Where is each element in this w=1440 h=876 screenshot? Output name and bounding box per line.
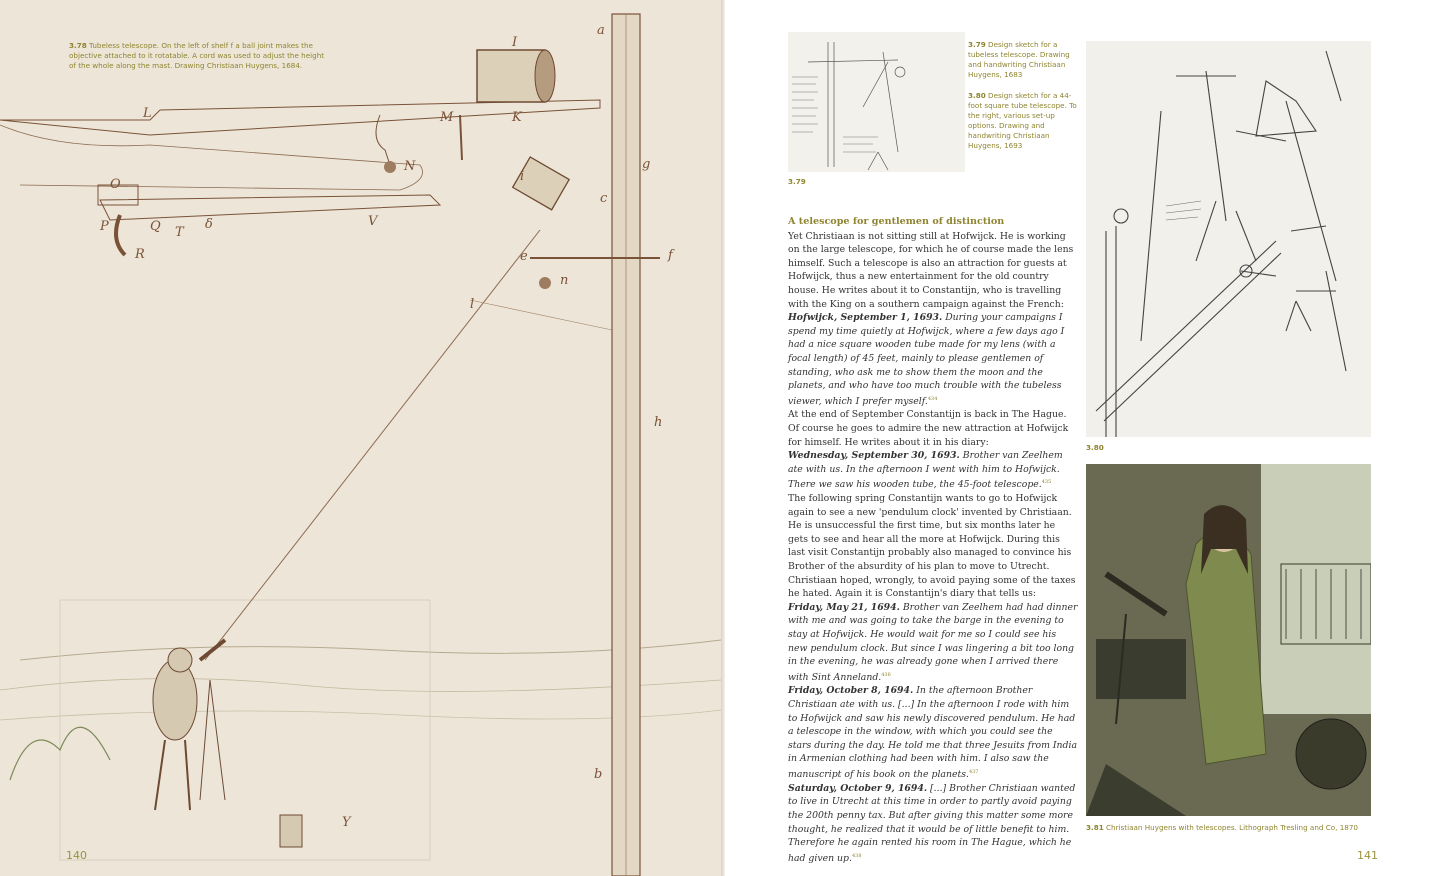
quote-date: Friday, October 8, 1694. [788, 685, 914, 697]
drawing-letter: T [175, 225, 184, 240]
paragraph: The following spring Constantijn wants to go to Hofwijck again to see a new 'pendulum clock' invented by Christiaan. He is unsuccessful the first time, but six months later he gets to see and hear all the more at Hofwijck. During this last visit Constantijn probably also managed to convince his Brother of the absurdity of his plan to move to Utrecht. Christiaan hoped, wrongly, to avoid paying some of the taxes he hated. Again it is Constantijn's diary that tells us: [788, 493, 1076, 600]
diary-quote-3 [788, 601, 1078, 685]
figure-caption-3-79 [968, 40, 1080, 80]
figure-caption-3-78 [69, 41, 327, 71]
diary-quote-1 [788, 311, 1078, 408]
design-sketch-3-79 [788, 32, 965, 172]
diary-quote-2 [788, 449, 1078, 492]
drawing-letter: f [668, 248, 673, 263]
paragraph: Yet Christiaan is not sitting still at Hofwijck. He is working on the large telescope, for which he of course made the lens himself. Such a telescope is also an attraction for guests at Hofwijck, thus a new entertainment for the old country house. He writes about it to Constantijn, who is travelling with the King on a southern campaign against the French: [788, 230, 1074, 310]
caption-text: Design sketch for a tubeless telescope. Drawing and handwriting Christiaan Huygens, 1683 [968, 40, 1070, 79]
drawing-letter: n [560, 273, 569, 288]
drawing-letter: P [100, 219, 109, 234]
caption-text: Tubeless telescope. On the left of shelf f a ball joint makes the objective attached to it rotatable. A cord was used to adjust the height of the whole along the mast. Drawing Christiaan Huygens, 1684. [69, 41, 325, 70]
diary-quote-4 [788, 684, 1078, 781]
drawing-letter: g [642, 157, 651, 172]
quote-date: Saturday, October 9, 1694. [788, 782, 928, 794]
footnote-marker: 436 [881, 671, 891, 678]
figure-label-3-79: 3.79 [788, 177, 806, 186]
quote-text: During your campaigns I spend my time quietly at Hofwijck, where a few days ago I had a nice square wooden tube made for my lens (with a focal length) of 45 feet, mainly to please gentlemen of standing, who ask me to show them the moon and the planets, and who have too much trouble with the tubeless viewer, which I prefer myself. [788, 312, 1065, 407]
quote-date: Hofwijck, September 1, 1693. [788, 312, 943, 324]
quote-text: Brother van Zeelhem ate with us. In the afternoon I went with him to Hofwijck. There we saw his wooden tube, the 45-foot telescope. [788, 450, 1063, 491]
drawing-letter: R [135, 247, 145, 262]
page-number-left: 140 [66, 849, 87, 862]
right-page [725, 0, 1440, 876]
drawing-letter: h [654, 415, 663, 430]
quote-date: Wednesday, September 30, 1693. [788, 450, 960, 462]
drawing-letter: Q [150, 219, 161, 234]
caption-text: Christiaan Huygens with telescopes. Lithograph Tresling and Co, 1870 [1106, 823, 1359, 832]
caption-text: Design sketch for a 44-foot square tube telescope. To the right, various set-up options. Drawing and handwriting Christiaan Huygens, 1693 [968, 91, 1077, 150]
drawing-letter: O [110, 177, 121, 192]
paragraph: At the end of September Constantijn is back in The Hague. Of course he goes to admire the new attraction at Hofwijck for himself. He writes about it in his diary: [788, 409, 1069, 448]
observer-figure [153, 640, 225, 810]
quote-text: [...] Brother Christiaan wanted to live in Utrecht at this time in order to partly avoid paying the 200th penny tax. But after giving this matter some more thought, he realized that it would be of little benefit to him. Therefore he again rented his room in The Hague, which he had given up. [788, 782, 1076, 864]
drawing-letter: K [512, 110, 522, 125]
figure-number: 3.80 [968, 91, 986, 100]
figure-number: 3.81 [1086, 823, 1104, 832]
drawing-letter: δ [205, 217, 213, 232]
drawing-letter: l [470, 297, 475, 312]
drawing-letter: L [143, 106, 152, 121]
footnote-marker: 435 [1041, 479, 1052, 486]
drawing-letter: c [600, 191, 608, 206]
drawing-letter: e [520, 249, 528, 264]
quote-text: Brother van Zeelhem had had dinner with me and was going to take the barge in the evening to stay at Hofwijck. He would wait for me so I could see his new pendulum clock. But since I was lingering a bit too long in the evening, he was already gone when I arrived there with Sint Anneland. [788, 601, 1078, 683]
figure-number: 3.78 [69, 41, 87, 50]
page-number-right: 141 [1357, 849, 1378, 862]
figure-caption-3-81 [1086, 823, 1386, 833]
quote-text: In the afternoon Brother Christiaan ate with us. [...] In the afternoon I rode with him to Hofwijck and saw his newly discovered pendulum. He had a telescope in the window, with which you could see the stars during the day. He told me that three Jesuits from India in Armenian clothing had been with him. I also saw the manuscript of his book on the planets. [788, 685, 1078, 781]
figure-caption-3-80 [968, 91, 1080, 151]
article-heading: A telescope for gentlemen of distinction [788, 216, 1005, 227]
footnote-marker: 434 [927, 395, 938, 402]
footnote-marker: 438 [851, 852, 862, 859]
drawing-letter: b [594, 767, 603, 782]
drawing-letter: M [440, 110, 454, 125]
footnote-marker: 437 [968, 769, 979, 776]
drawing-letter: Y [342, 815, 351, 830]
figure-number: 3.79 [968, 40, 986, 49]
article-text [788, 215, 1078, 865]
quote-date: Friday, May 21, 1694. [788, 601, 900, 613]
drawing-letter: V [368, 214, 378, 229]
lithograph-huygens-with-telescopes [1086, 464, 1371, 816]
drawing-letter: N [404, 159, 416, 174]
drawing-letter: a [597, 23, 605, 38]
drawing-letter: I [512, 35, 518, 50]
drawing-letter: i [520, 169, 525, 184]
figure-label-3-80: 3.80 [1086, 443, 1104, 452]
diary-quote-5 [788, 782, 1078, 866]
design-sketch-3-80 [1086, 41, 1371, 437]
